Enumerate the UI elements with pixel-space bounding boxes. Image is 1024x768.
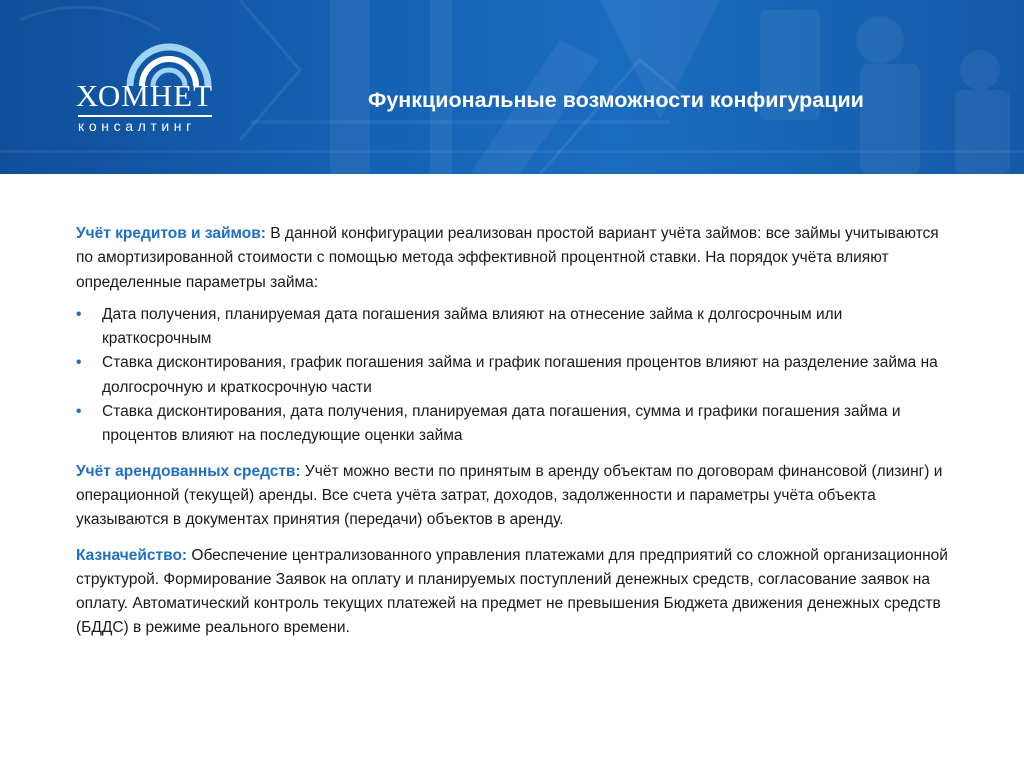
leasing-text: Учёт можно вести по принятым в аренду объектам по договорам финансовой (лизинг) и операционной (текущей) аренды. Все счета учёта затрат, доходов, задолженности и параметры учёта объекта указываются в документах принятия (передачи) объектов в аренду. bbox=[76, 462, 943, 529]
bullet-text: Ставка дисконтирования, график погашения займа и график погашения процентов влияют на разделение займа на долгосрочную и краткосрочную части bbox=[102, 354, 938, 396]
slide-content bbox=[76, 222, 956, 641]
loans-lead: Учёт кредитов и займов: bbox=[76, 225, 266, 242]
treasury-text: Обеспечение централизованного управления платежами для предприятий со сложной организационной структурой. Формирование Заявок на оплату и планируемых поступлений денежных средств, согласование заявок на оплату. Автоматический контроль текущих платежей на предмет не превышения Бюджета движения денежных средств (БДДС) в режиме реального времени. bbox=[76, 546, 948, 637]
slide-title: Функциональные возможности конфигурации bbox=[368, 88, 864, 112]
company-logo bbox=[74, 38, 224, 138]
logo-wordmark: ХОМНЕТ bbox=[76, 78, 214, 113]
loans-bullet-list bbox=[76, 303, 956, 449]
leasing-lead: Учёт арендованных средств: bbox=[76, 462, 301, 480]
list-item bbox=[76, 303, 956, 352]
leasing-paragraph bbox=[76, 460, 956, 533]
logo-subtitle: консалтинг bbox=[78, 118, 196, 134]
logo-divider bbox=[78, 115, 212, 117]
loans-text: В данной конфигурации реализован простой вариант учёта займов: все займы учитываются по амортизированной стоимости с помощью метода эффективной процентной ставки. На порядок учёта влияют определенные параметры займа: bbox=[76, 225, 939, 291]
slide-header bbox=[0, 0, 1024, 174]
treasury-lead: Казначейство: bbox=[76, 546, 188, 564]
bullet-text: Ставка дисконтирования, дата получения, планируемая дата погашения, сумма и графики погашения займа и процентов влияют на последующие оценки займа bbox=[102, 403, 901, 445]
bullet-icon: • bbox=[76, 354, 82, 372]
bullet-text: Дата получения, планируемая дата погашения займа влияют на отнесение займа к долгосрочным или краткосрочным bbox=[102, 305, 843, 348]
treasury-paragraph bbox=[76, 544, 956, 641]
list-item bbox=[76, 400, 956, 449]
loans-paragraph bbox=[76, 222, 956, 295]
bullet-icon: • bbox=[76, 403, 82, 421]
list-item bbox=[76, 351, 956, 400]
bullet-icon: • bbox=[76, 305, 82, 323]
